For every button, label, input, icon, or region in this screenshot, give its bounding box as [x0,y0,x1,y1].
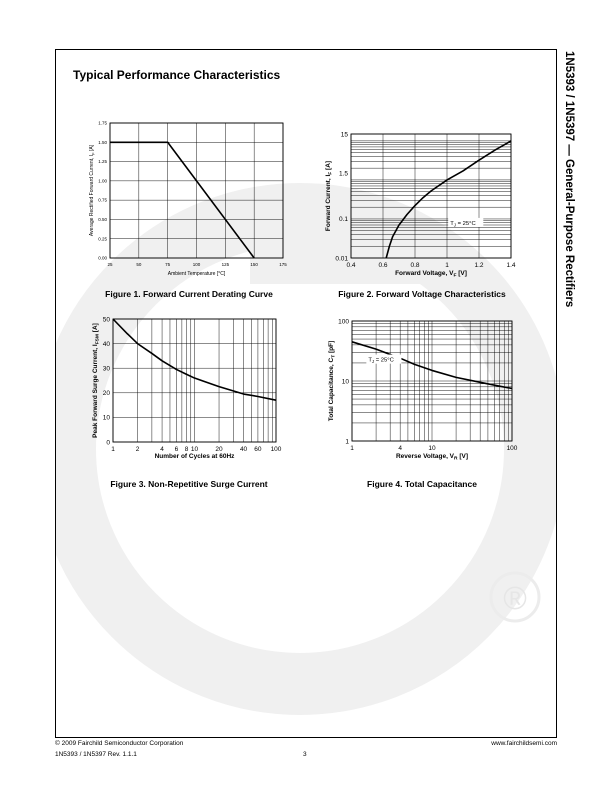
fig1-ytick-label: 1.00 [98,178,107,184]
fig4-xlabel: Reverse Voltage, $V_R$ [V] [395,453,469,462]
fig2-xtick-label: 1.4 [506,262,516,269]
fig3-xtick-label: 4 [160,446,164,453]
caption-figure-2: Figure 2. Forward Voltage Characteristics [338,289,506,299]
fig1-xtick-label: 150 [250,262,258,267]
fig4-ytick-label: 1 [345,438,349,446]
fig2-xtick-label: 0.8 [410,262,420,269]
fig1-ytick-label: 1.50 [98,139,107,145]
fig4-xtick-label: 100 [506,445,518,452]
fig4-xtick-label: 10 [428,445,436,452]
footer-website[interactable] [491,740,557,747]
fig1-ytick-label: 1.25 [98,159,107,165]
fig2-xtick-label: 1 [445,262,449,269]
fig4-ylabel: Total Capacitance, $C_T$ [pF] [328,340,337,422]
fig3-xtick-label: 10 [190,446,199,453]
fig3-ytick-label: 0 [106,439,110,447]
fig2-xlabel: Forward Voltage, $V_F$ [V] [395,270,467,279]
footer-page-number: 3 [303,751,307,758]
fig3-ylabel: Peak Forward Surge Current, $I_{FSM}$ [A] [92,323,101,438]
fig4-ytick-label: 10 [341,378,349,386]
fig1-ytick-label: 0.75 [98,197,107,203]
fig2-xtick-label: 0.6 [378,262,388,269]
fig3-xtick-label: 1 [111,446,115,453]
fig1-xtick-label: 25 [107,262,113,267]
fig1-ytick-label: 0.25 [98,236,107,242]
fig3-ytick-label: 50 [102,316,110,324]
fig4-xtick-label: 1 [350,445,354,452]
caption-figure-4: Figure 4. Total Capacitance [367,479,477,489]
fig3-xtick-label: 8 [184,446,189,453]
fig2-annotation: $T_J = 25^\circ C$ [450,221,476,228]
page-heading: Typical Performance Characteristics [73,68,281,82]
fig2-xtick-label: 1.2 [474,262,484,269]
fig3-xlabel: Number of Cycles at 60Hz [154,453,235,460]
fig1-xtick-label: 50 [136,262,142,267]
fig1-xtick-label: 125 [221,262,230,267]
fig4-annotation: $T_J = 25^\circ C$ [368,357,394,365]
fig2-ytick-label: 1.5 [338,170,348,178]
fig1-xlabel: Ambient Temperature [°C] [167,271,226,277]
side-title-text: 1N5393 / 1N5397 — General-Purpose Rectifiers [563,51,575,308]
fig4-xtick-label: 4 [398,445,402,452]
fig3-ytick-label: 40 [102,340,110,348]
fig1-ytick-label: 0.00 [98,255,107,261]
fig1-ytick-label: 1.75 [98,120,107,126]
footer-copyright: © 2009 Fairchild Semiconductor Corporation [55,740,184,747]
fig3-xtick-label: 100 [270,446,282,453]
fig1-ytick-label: 0.50 [98,217,107,223]
fig2-xtick-label: 0.4 [346,262,356,269]
watermark-registered-mark: ® [503,580,527,616]
caption-figure-3: Figure 3. Non-Repetitive Surge Current [110,479,268,489]
fig2-ytick-label: 0.1 [338,216,348,224]
fig1-xtick-label: 100 [192,262,201,267]
caption-figure-1: Figure 1. Forward Current Derating Curve [105,289,273,299]
footer-revision: 1N5393 / 1N5397 Rev. 1.1.1 [55,751,137,758]
fig3-xtick-label: 6 [174,446,179,453]
fig2-ytick-label: 0.01 [335,255,348,263]
fig3-xtick-label: 60 [254,446,262,453]
footer-website-link[interactable]: www.fairchildsemi.com [491,740,557,747]
fig3-xtick-label: 2 [135,446,140,453]
fig3-ytick-label: 30 [102,365,110,373]
fig1-xtick-label: 75 [165,262,171,267]
fig3-xtick-label: 40 [239,446,248,453]
fig3-ytick-label: 10 [102,414,110,422]
fig4-ytick-label: 100 [338,318,349,326]
fig3-ytick-label: 20 [102,390,110,398]
fig2-ytick-label: 15 [340,131,348,139]
fig1-ylabel: Average Rectified Forward Current, $I_F$ [A] [89,144,96,237]
fig3-xtick-label: 20 [215,446,223,453]
fig2-ylabel: Forward Current, $I_F$ [A] [325,160,334,232]
fig1-xtick-label: 175 [279,262,287,267]
